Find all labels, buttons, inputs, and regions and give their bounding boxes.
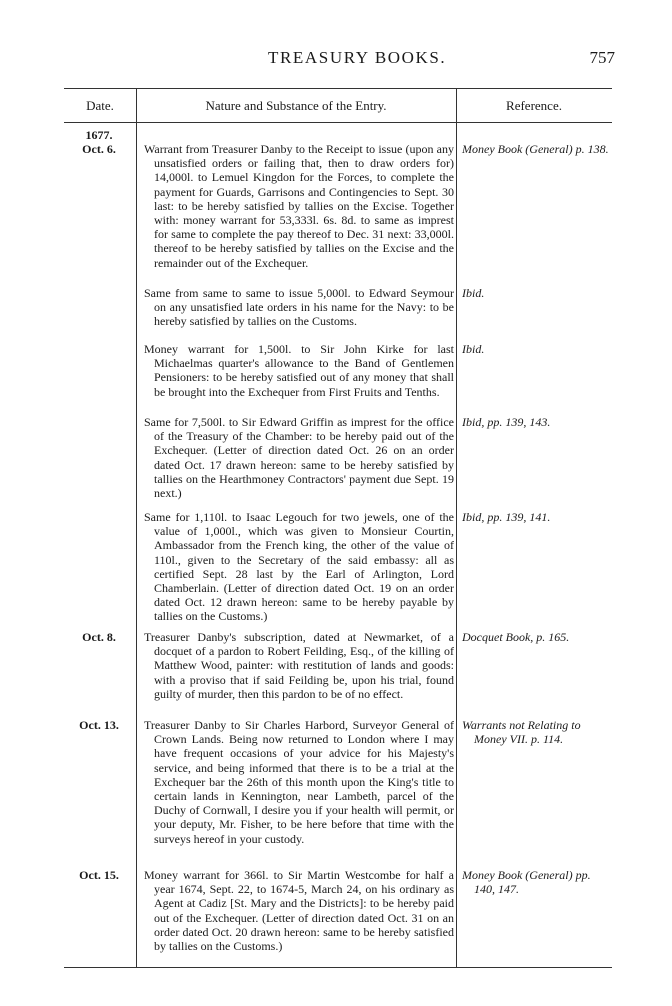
- entry-1-date: Oct. 6.: [82, 142, 116, 156]
- entry-7-reference: Warrants not Relating to Money VII. p. 114.: [462, 718, 581, 747]
- entry-6-reference: Docquet Book, p. 165.: [462, 630, 570, 644]
- entry-3-text: Money warrant for 1,500l. to Sir John Kirke for last Michaelmas quarter's allowance to the Band of Gentlemen Pensioners: to be hereby satisfied out of any money that shall be brought into the Exchequer from First Fruits and Tenths.: [144, 342, 454, 399]
- entry-1-text: Warrant from Treasurer Danby to the Receipt to issue (upon any unsatisfied orders or failing that, then to draw orders for) 14,000l. to Lemuel Kingdon for the Forces, to complete the payment for Guards, Garrisons and Contingencies to Sept. 30 last: to be hereby satisfied by tallies on the Excise. Together with: money warrant for 53,333l. 6s. 8d. to same as imprest for same to complete the pay thereof to Dec. 31 next: 33,000l. thereof to be hereby satisfied by tallies on the Excise and the remainder out of the Exchequer.: [144, 142, 454, 270]
- running-head: [0, 48, 672, 72]
- entry-6-date: Oct. 8.: [82, 630, 116, 644]
- treasury-table: [64, 88, 612, 968]
- entry-7-date: Oct. 13.: [79, 718, 119, 732]
- entry-8-reference: Money Book (General) pp. 140, 147.: [462, 868, 591, 897]
- table-top-rule: [64, 88, 612, 89]
- entry-1-reference: Money Book (General) p. 138.: [462, 142, 609, 156]
- entry-5-text: Same for 1,110l. to Isaac Legouch for two jewels, one of the value of 1,000l., which was given to Monsieur Courtin, Ambassador from the French king, the other of the value of 110l., given to the Secretary of the said embassy: all as certified Sept. 28 last by the Earl of Arlington, Lord Chamberlain. (Letter of direction dated Oct. 19 on an order dated Oct. 12 drawn hereon: same to be hereby payable by tallies on the Customs.): [144, 510, 454, 624]
- entry-column-header: Nature and Substance of the Entry.: [205, 98, 387, 113]
- entry-8-date: Oct. 15.: [79, 868, 119, 882]
- year-label: 1677.: [85, 128, 113, 142]
- date-column-header: Date.: [86, 98, 114, 113]
- table-bottom-rule: [64, 967, 612, 968]
- entry-7-text: Treasurer Danby to Sir Charles Harbord, Surveyor General of Crown Lands. Being now returned to London where I may have frequent occasions of your advice for his Majesty's service, and being informed that there is to be a trial at the Exchequer bar the 26th of this month upon the King's title to certain lands in Kennington, near Lambeth, parcel of the Duchy of Cornwall, I desire you if your health will permit, or your deputy, Mr. Fisher, to be here before that time with the surveys hereof in your custody.: [144, 718, 454, 846]
- reference-column-rule: [456, 88, 457, 968]
- running-title: TREASURY BOOKS.: [268, 48, 447, 67]
- entry-3-reference: Ibid.: [462, 342, 485, 356]
- entry-5-reference: Ibid, pp. 139, 141.: [462, 510, 551, 524]
- entry-4-reference: Ibid, pp. 139, 143.: [462, 415, 551, 429]
- table-header-rule: [64, 122, 612, 123]
- entry-2-reference: Ibid.: [462, 286, 485, 300]
- entry-8-text: Money warrant for 366l. to Sir Martin Westcombe for half a year 1674, Sept. 22, to 1674-5, March 24, on his ordinary as Agent at Cadiz [St. Mary and the Districts]: to be hereby paid out of the Exchequer. (Letter of direction dated Oct. 31 on an order dated Oct. 20 drawn hereon: same to be hereby satisfied by tallies on the Customs.): [144, 868, 454, 954]
- reference-column-header: Reference.: [506, 98, 562, 113]
- date-column-rule: [136, 88, 137, 968]
- entry-6-text: Treasurer Danby's subscription, dated at Newmarket, of a docquet of a pardon to Robert Feilding, Esq., of the killing of Matthew Wood, painter: with restitution of lands and goods: with a proviso that if said Feilding be, upon his trial, found guilty of murder, then this pardon to be of no effect.: [144, 630, 454, 701]
- entry-2-text: Same from same to same to issue 5,000l. to Edward Seymour on any unsatisfied late orders in his name for the Navy: to be hereby satisfied by tallies on the Customs.: [144, 286, 454, 329]
- page-number: 757: [589, 48, 615, 67]
- entry-4-text: Same for 7,500l. to Sir Edward Griffin as imprest for the office of the Treasury of the Chamber: to be hereby paid out of the Exchequer. (Letter of direction dated Oct. 26 on an order dated Oct. 17 drawn hereon: same to be hereby satisfied by tallies on the Hearthmoney Contractors' payment due Sept. 19 next.): [144, 415, 454, 501]
